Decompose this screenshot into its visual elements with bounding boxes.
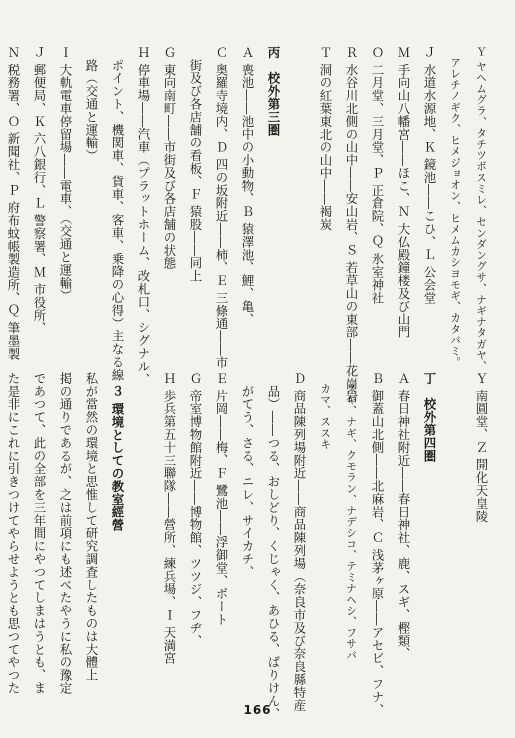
bottom-line — [442, 372, 468, 694]
bottom-line: 品）――つる、おしどり、くじゃく、あひる、ばりけん、 — [266, 372, 281, 721]
top-line: Ｊ 郵便局、Ｋ 六八銀行、Ｌ 警察署、Ｍ 市役所、 — [32, 46, 47, 335]
bottom-line: 掲の通りであるが、之は前項にも述べたやうに私の豫定 — [58, 372, 73, 695]
bottom-line: Ｈ 歩兵第五十三聯隊――營所、練兵場、Ｉ 天満宮 — [162, 372, 177, 665]
bottom-line — [130, 372, 156, 694]
top-line: Ｎ 税務署、Ｏ 新聞社、Ｐ 府布蚊帳製造所、Ｑ 筆墨製 — [6, 46, 21, 361]
top-line: ポイント、機関車、貨車、客車、乗降の心得）主なる線 — [110, 46, 125, 382]
top-line: Ｏ 二月堂、三月堂、Ｐ 正倉院、Ｑ 氷室神社 — [370, 46, 385, 305]
top-line: Ａ 喪池――池中の小動物、Ｂ 猿澤池、鯉、亀、 — [240, 46, 255, 326]
top-line: 路（交通と運輸） — [84, 46, 99, 163]
top-line: Ｃ 奥羅寺境内、Ｄ 四の坂附近――柿、Ｅ 三條通――市 — [214, 46, 229, 369]
top-line: Ｔ 洞の紅葉東北の山中――褐炭 — [318, 46, 333, 232]
bottom-line: カマ、ススキ — [319, 372, 331, 450]
bottom-line: スギ、ナギ、クモラン、ナデシコ、テミナヘシ、フサバ — [345, 372, 357, 661]
bottom-line: Ｇ 帝室博物館附近――博物館、ツツジ、フヂ、 — [188, 372, 203, 648]
bottom-line: た是非にこれに引きつけてやらせようとも思つてやつた — [6, 372, 21, 695]
top-line: Ｒ 水谷川北側の山中――安山岩、Ｓ 若草山の東部――花崗岩 — [344, 46, 359, 404]
top-line: Ｇ 東向南町――市街及び各店舗の状態 — [162, 46, 177, 270]
top-line: Ｊ 水道水源地、Ｋ 鏡池――こひ、Ｌ 公会堂 — [422, 46, 437, 305]
section-heading: 丁 校外第四圏 — [422, 372, 437, 463]
bottom-line: であつて、此の全部を三年間にやつてしまはうとも、ま — [32, 372, 47, 695]
section-heading: ３ 環境としての教室經營 — [110, 372, 125, 532]
section-heading: 丙 校外第三圏 — [266, 46, 281, 137]
page-number: 166 — [243, 703, 272, 717]
bottom-line: Ｄ 商品陳列場附近――商品陳列場（奈良市及び奈良縣特産 — [292, 372, 307, 712]
top-line: Ｉ 大軌電車停留場――電車、（交通と運輸） — [58, 46, 73, 303]
top-line — [286, 46, 312, 346]
top-line: Ｈ 停車場――汽車（プラットホーム、改札口、シグナル、 — [136, 46, 151, 386]
top-half-text — [6, 46, 494, 404]
bottom-line: Ｅ 片岡――梅、Ｆ 鷺池――浮御堂、ボート — [214, 372, 229, 626]
bottom-line: Ａ 春日神社附近――春日神社、鹿、スギ、樫類、 — [396, 372, 411, 661]
top-line: Ｍ 手向山八幡宮――ほこ、Ｎ 大仏殿鐘楼及び山門 — [396, 46, 411, 339]
top-line: アレチノギク、ヒメジョオン、ヒメムカシヨモギ、カタバミ。 — [449, 46, 461, 368]
bottom-line: 私が當然の環境と思惟して研究調査したものは大體上 — [84, 372, 99, 682]
bottom-line: がてう、さる、ニレ、サイカチ、 — [240, 372, 255, 579]
top-line: Ｙ ヤヘムグラ、タチツボスミレ、センダングサ、ナギナタガヤ、 — [475, 46, 487, 372]
bottom-line: Ｙ 南圓堂、Ｚ 開化天皇陵 — [474, 372, 489, 523]
top-line: 街及び各店舗の看板、Ｆ 猿股――同上 — [188, 46, 203, 283]
bottom-line: Ｂ 御蓋山北側――北麻岩、Ｃ 浅茅ヶ原――アセビ、フナ、 — [370, 372, 385, 717]
